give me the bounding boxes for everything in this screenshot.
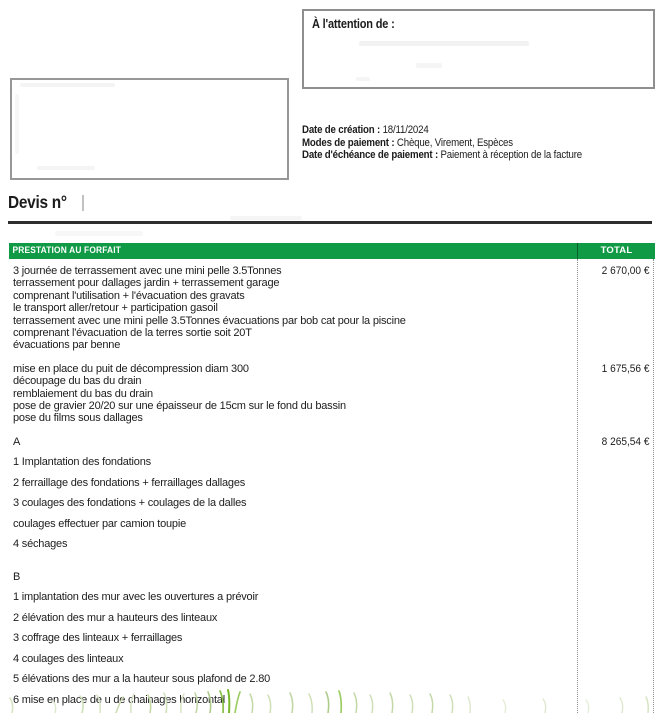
total-cell[interactable]: 8 265,54 € bbox=[601, 435, 650, 448]
prestation-line: 3 coulages des fondations + coulages de la dalles bbox=[13, 497, 247, 510]
due-date-line bbox=[302, 149, 582, 162]
prestation-cell[interactable] bbox=[9, 436, 577, 559]
redacted-text bbox=[55, 231, 143, 236]
prestation-line: terrassement pour dallages jardin + terrassement garage bbox=[13, 277, 280, 290]
prestation-line: 4 coulages des linteaux bbox=[13, 652, 124, 665]
prestation-line: 3 journée de terrassement avec une mini pelle 3.5Tonnes bbox=[13, 265, 282, 277]
sender-box[interactable] bbox=[10, 78, 289, 180]
prestation-line: découpage du bas du drain bbox=[13, 375, 142, 388]
redacted-text bbox=[356, 77, 370, 81]
due-date-value: Paiement à réception de la facture bbox=[440, 149, 582, 162]
redacted-text bbox=[359, 41, 529, 46]
creation-date-line bbox=[302, 124, 582, 137]
redacted-text bbox=[37, 166, 95, 170]
prestation-line: 1 implantation des mur avec les ouvertures a prévoir bbox=[13, 591, 259, 604]
prestation-line: le transport aller/retour + participation gasoil bbox=[13, 302, 218, 315]
prestation-line: comprenant l'évacuation de la terres sortie soit 20T bbox=[13, 327, 252, 340]
prestation-line: terrassement avec une mini pelle 3.5Tonnes évacuations par bob cat pour la piscine bbox=[13, 314, 406, 327]
quote-table bbox=[9, 243, 655, 713]
total-cell[interactable]: 2 670,00 € bbox=[601, 265, 650, 277]
prestation-line: 1 Implantation des fondations bbox=[13, 456, 151, 469]
grass-decoration-image bbox=[0, 689, 658, 713]
table-row bbox=[9, 436, 655, 559]
payment-modes-value: Chèque, Virement, Espèces bbox=[396, 136, 513, 149]
prestation-line: 2 ferraillage des fondations + ferraillages dallages bbox=[13, 476, 246, 489]
attention-label: À l'attention de : bbox=[312, 17, 395, 31]
due-date-label: Date d'échéance de paiement : bbox=[302, 149, 439, 162]
attention-box[interactable] bbox=[302, 9, 655, 89]
creation-date-label: Date de création : bbox=[302, 124, 381, 136]
page-title: Devis n° bbox=[8, 192, 67, 212]
prestation-line: 3 coffrage des linteaux + ferraillages bbox=[13, 632, 183, 645]
redacted-text bbox=[15, 94, 19, 154]
prestation-line: A bbox=[13, 435, 21, 448]
prestation-line: 2 élévation des mur a hauteurs des linteaux bbox=[13, 611, 218, 624]
prestation-line: 5 élévations des mur a la hauteur sous plafond de 2.80 bbox=[13, 673, 271, 686]
table-row bbox=[9, 363, 655, 425]
prestation-line: B bbox=[13, 570, 21, 583]
prestation-line: 4 séchages bbox=[13, 538, 68, 551]
table-row bbox=[9, 265, 655, 352]
prestation-line: remblaiement du bas du drain bbox=[13, 387, 153, 400]
column-header-total: TOTAL bbox=[577, 243, 655, 259]
prestation-line: pose de gravier 20/20 sur une épaisseur de 15cm sur le fond du bassin bbox=[13, 400, 346, 413]
total-cell[interactable]: 1 675,56 € bbox=[601, 362, 650, 375]
creation-date-value: 18/11/2024 bbox=[382, 124, 429, 136]
payment-info bbox=[302, 124, 582, 162]
prestation-line: comprenant l'utilisation + l'évacuation des gravats bbox=[13, 289, 245, 302]
title-divider bbox=[8, 221, 652, 224]
prestation-cell[interactable] bbox=[9, 265, 577, 352]
prestation-line: coulages effectuer par camion toupie bbox=[13, 517, 186, 530]
redacted-text bbox=[416, 63, 442, 68]
devis-number-field[interactable] bbox=[8, 192, 84, 213]
table-header bbox=[9, 243, 655, 259]
payment-modes-label: Modes de paiement : bbox=[302, 136, 395, 149]
redacted-text bbox=[230, 216, 302, 220]
redacted-text bbox=[20, 83, 115, 87]
payment-modes-line bbox=[302, 137, 582, 150]
prestation-line: 6 mise en place de u de chainages horizontal bbox=[13, 693, 225, 706]
text-caret[interactable] bbox=[82, 195, 84, 211]
prestation-line: pose du films sous dallages bbox=[13, 412, 143, 425]
prestation-cell[interactable] bbox=[9, 363, 577, 425]
prestation-line: mise en place du puit de décompression diam 300 bbox=[13, 362, 249, 375]
table-body bbox=[9, 259, 655, 713]
prestation-line: évacuations par benne bbox=[13, 339, 121, 352]
column-header-prestation: PRESTATION AU FORFAIT bbox=[12, 245, 122, 256]
